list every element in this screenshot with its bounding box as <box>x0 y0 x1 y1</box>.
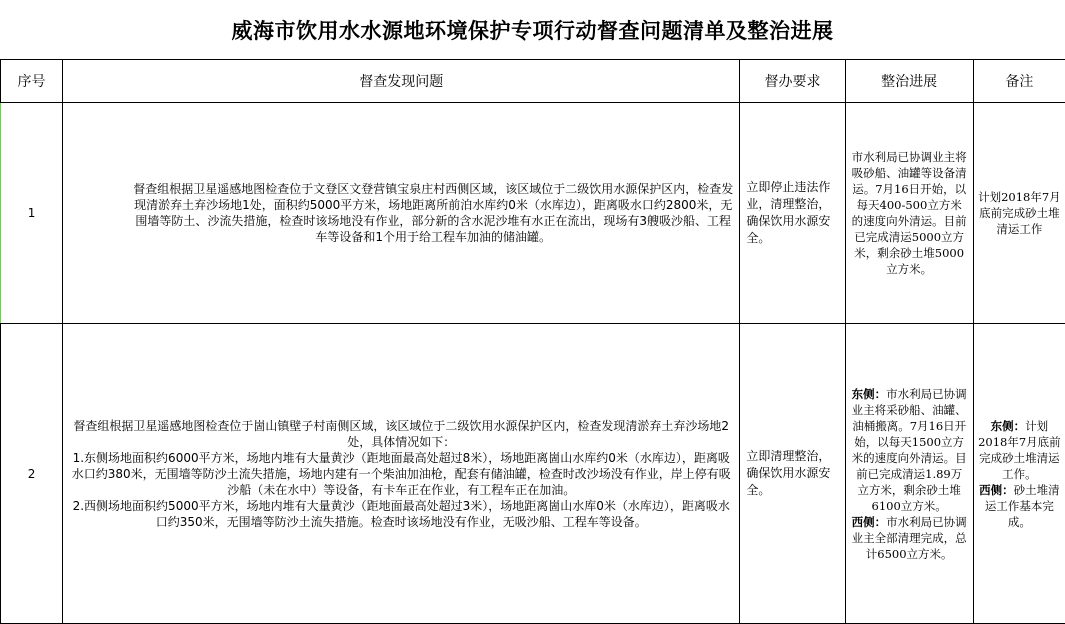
note-east-text: 计划2018年7月底前完成砂土堆清运工作。 <box>978 419 1061 481</box>
progress-east-text: 市水利局已协调业主将采砂船、油罐、油桶搬离。7月16日开始，以每天1500立方米的速度向外清运。目前已完成清运1.89万立方米，剩余砂土堆6100立方米。 <box>852 387 967 513</box>
note-east <box>978 418 1061 482</box>
problem-item-east: 1.东侧场地面积约6000平方米，场地内堆有大量黄沙（距地面最高处超过8米），场地距离崮山水库约0米（水库边），距离吸水口约380米，无围墙等防沙土流失措施，场地内建有一个柴油加油枪，配套有储油罐，检查时改沙场没有作业，岸上停有吸沙船（未在水中）等设备，有卡车正在作业，有工程车正在加油。 <box>69 450 733 498</box>
progress-table <box>0 59 1065 624</box>
progress-west <box>852 514 967 562</box>
progress-east <box>852 386 967 514</box>
page-title: 威海市饮用水水源地环境保护专项行动督查问题清单及整治进展 <box>0 0 1065 60</box>
row-progress: 市水利局已协调业主将吸砂船、油罐等设备清运。7月16日开始，以每天400-500立方米的速度向外清运。目前已完成清运5000立方米，剩余砂土堆5000立方米。 <box>845 103 973 324</box>
note-west-text: 砂土堆清运工作基本完成。 <box>985 483 1060 529</box>
row-note: 计划2018年7月底前完成砂土堆清运工作 <box>973 103 1065 324</box>
problem-intro: 督查组根据卫星遥感地图检查位于崮山镇壁子村南侧区域，该区域位于二级饮用水源保护区内，检查发现清淤弃土弃沙场地2处，具体情况如下： <box>69 418 733 450</box>
header-progress: 整治进展 <box>845 60 973 103</box>
row-problem <box>63 324 740 624</box>
problem-item-west: 2.西侧场地面积约5000平方米，场地内堆有大量黄沙（距地面最高处超过3米），场地距离崮山水库0米（水库边），距离吸水口约350米，无围墙等防沙土流失措施。检查时该场地没有作业，无吸沙船、工程车等设备。 <box>69 498 733 530</box>
note-west-label: 西侧： <box>979 483 1014 497</box>
row-requirement: 立即清理整治，确保饮用水源安全。 <box>740 324 845 624</box>
row-problem: 督查组根据卫星遥感地图检查位于文登区文登营镇宝泉庄村西侧区域，该区域位于二级饮用水源保护区内，检查发现清淤弃土弃沙场地1处，面积约5000平方米，场地距离所前泊水库约0米（水库边），距离吸水口约2800米，无围墙等防土、沙流失措施，检查时该场地没有作业，部分新的含水泥沙堆有水正在流出，现场有3艘吸沙船、工程车等设备和1个用于给工程车加油的储油罐。 <box>63 103 740 324</box>
row-seq: 1 <box>1 103 63 324</box>
progress-west-label: 西侧： <box>852 515 887 529</box>
row-seq: 2 <box>1 324 63 624</box>
header-problem: 督查发现问题 <box>63 60 740 103</box>
progress-west-text: 市水利局已协调业主全部清理完成，总计6500立方米。 <box>852 515 967 561</box>
row-requirement: 立即停止违法作业，清理整治，确保饮用水源安全。 <box>740 103 845 324</box>
progress-east-label: 东侧： <box>852 387 887 401</box>
header-seq: 序号 <box>1 60 63 103</box>
header-note: 备注 <box>973 60 1065 103</box>
note-west <box>978 482 1061 530</box>
table-row <box>1 324 1065 624</box>
row-note <box>973 324 1065 624</box>
row-progress <box>845 324 973 624</box>
table-header-row <box>1 60 1065 103</box>
table-row <box>1 103 1065 324</box>
note-east-label: 东侧： <box>991 419 1026 433</box>
header-requirement: 督办要求 <box>740 60 845 103</box>
